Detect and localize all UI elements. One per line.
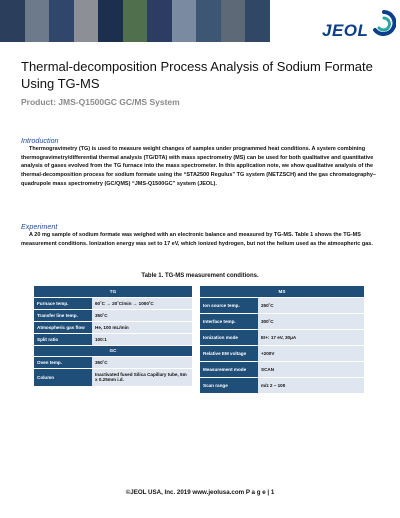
table-row xyxy=(200,361,364,377)
banner-tile xyxy=(49,0,74,42)
table-row xyxy=(34,309,192,321)
banner-tile xyxy=(172,0,197,42)
table-row xyxy=(200,297,364,313)
table-row xyxy=(34,368,192,386)
banner-tile xyxy=(0,0,25,42)
table-cell-label: Interface temp. xyxy=(200,313,258,329)
table-caption: Table 1. TG-MS measurement conditions. xyxy=(141,273,259,279)
table-cell-value: 60˚C → 20˚C/min → 1000˚C xyxy=(92,297,192,309)
table-cell-label: Measurement mode xyxy=(200,361,258,377)
tg-gc-conditions-table xyxy=(34,286,192,387)
experiment-paragraph: A 20 mg sample of sodium formate was weighed with an electronic balance and measured by TG-MS. Table 1 shows the TG-MS measurement conditions. Ionization energy was set to 17 eV, which ionized hydrogen, but not the helium used as the atmospheric gas. xyxy=(21,232,373,247)
ms-conditions-table xyxy=(200,286,364,394)
table-cell-value: 300˚C xyxy=(258,313,364,329)
banner-tile xyxy=(25,0,50,42)
table-row xyxy=(34,333,192,345)
jeol-logo xyxy=(322,8,394,42)
experiment-heading: Experiment xyxy=(21,222,58,231)
table-cell-value: Inactivated fused Silica Capillary tube, 5m x 0.25mm i.d. xyxy=(92,368,192,386)
table-cell-value: m/z 2 – 100 xyxy=(258,377,364,393)
table-row xyxy=(200,377,364,393)
header-image-banner xyxy=(0,0,270,42)
table-row xyxy=(34,356,192,368)
introduction-paragraph: Thermogravimetry (TG) is used to measure weight changes of samples under programmed heat conditions. A system combining thermogravimetry/differential thermal analysis (TG/DTA) with mass spectrometry (MS) can be used for both qualitative and quantitative analysis of gases evolved from the TG furnace into the mass spectrometer. In this application note, we show qualitative analysis of the thermal-decomposition process for sodium formate using the “STA2500 Regulus” TG system (NETZSCH) and the gas chromatography–quadrupole mass spectrometry (GC/QMS) “JMS-Q1500GC” system (JEOL). xyxy=(21,146,377,187)
table-cell-value: 350˚C xyxy=(92,309,192,321)
table-cell-label: Ion source temp. xyxy=(200,297,258,313)
table-cell-label: Atmospheric gas flow xyxy=(34,321,92,333)
table-cell-label: Oven temp. xyxy=(34,356,92,368)
table-row xyxy=(200,345,364,361)
gc-section-header: GC xyxy=(34,345,192,356)
table-row xyxy=(200,329,364,345)
table-cell-label: Transfer line temp. xyxy=(34,309,92,321)
table-cell-value: 250˚C xyxy=(258,297,364,313)
banner-tile xyxy=(221,0,246,42)
table-cell-label: Relative EM voltage xyxy=(200,345,258,361)
table-cell-label: Scan range xyxy=(200,377,258,393)
ms-section-header: MS xyxy=(200,286,364,297)
table-cell-value: EI+: 17 eV, 30μA xyxy=(258,329,364,345)
table-cell-value: +200V xyxy=(258,345,364,361)
table-cell-value: 350˚C xyxy=(92,356,192,368)
table-row xyxy=(34,297,192,309)
table-cell-value: 100:1 xyxy=(92,333,192,345)
banner-tile xyxy=(196,0,221,42)
table-cell-value: SCAN xyxy=(258,361,364,377)
page-title: Thermal-decomposition Process Analysis of Sodium Formate Using TG-MS xyxy=(21,59,373,91)
banner-tile xyxy=(74,0,99,42)
logo-swoosh-icon xyxy=(372,10,396,40)
logo-wordmark: JEOL xyxy=(322,21,369,40)
table-cell-label: Ionization mode xyxy=(200,329,258,345)
table-cell-label: Furnace temp. xyxy=(34,297,92,309)
table-row xyxy=(34,321,192,333)
tg-section-header: TG xyxy=(34,286,192,297)
banner-tile xyxy=(245,0,270,42)
introduction-heading: Introduction xyxy=(21,136,59,145)
product-subtitle: Product: JMS-Q1500GC GC/MS System xyxy=(21,97,180,107)
banner-tile xyxy=(98,0,123,42)
table-cell-label: Column xyxy=(34,368,92,386)
banner-tile xyxy=(147,0,172,42)
table-cell-label: Split ratio xyxy=(34,333,92,345)
banner-tile xyxy=(123,0,148,42)
table-row xyxy=(200,313,364,329)
page-footer: ©JEOL USA, Inc. 2019 www.jeolusa.com P a g e | 1 xyxy=(125,489,275,496)
table-cell-value: He, 100 mL/min xyxy=(92,321,192,333)
